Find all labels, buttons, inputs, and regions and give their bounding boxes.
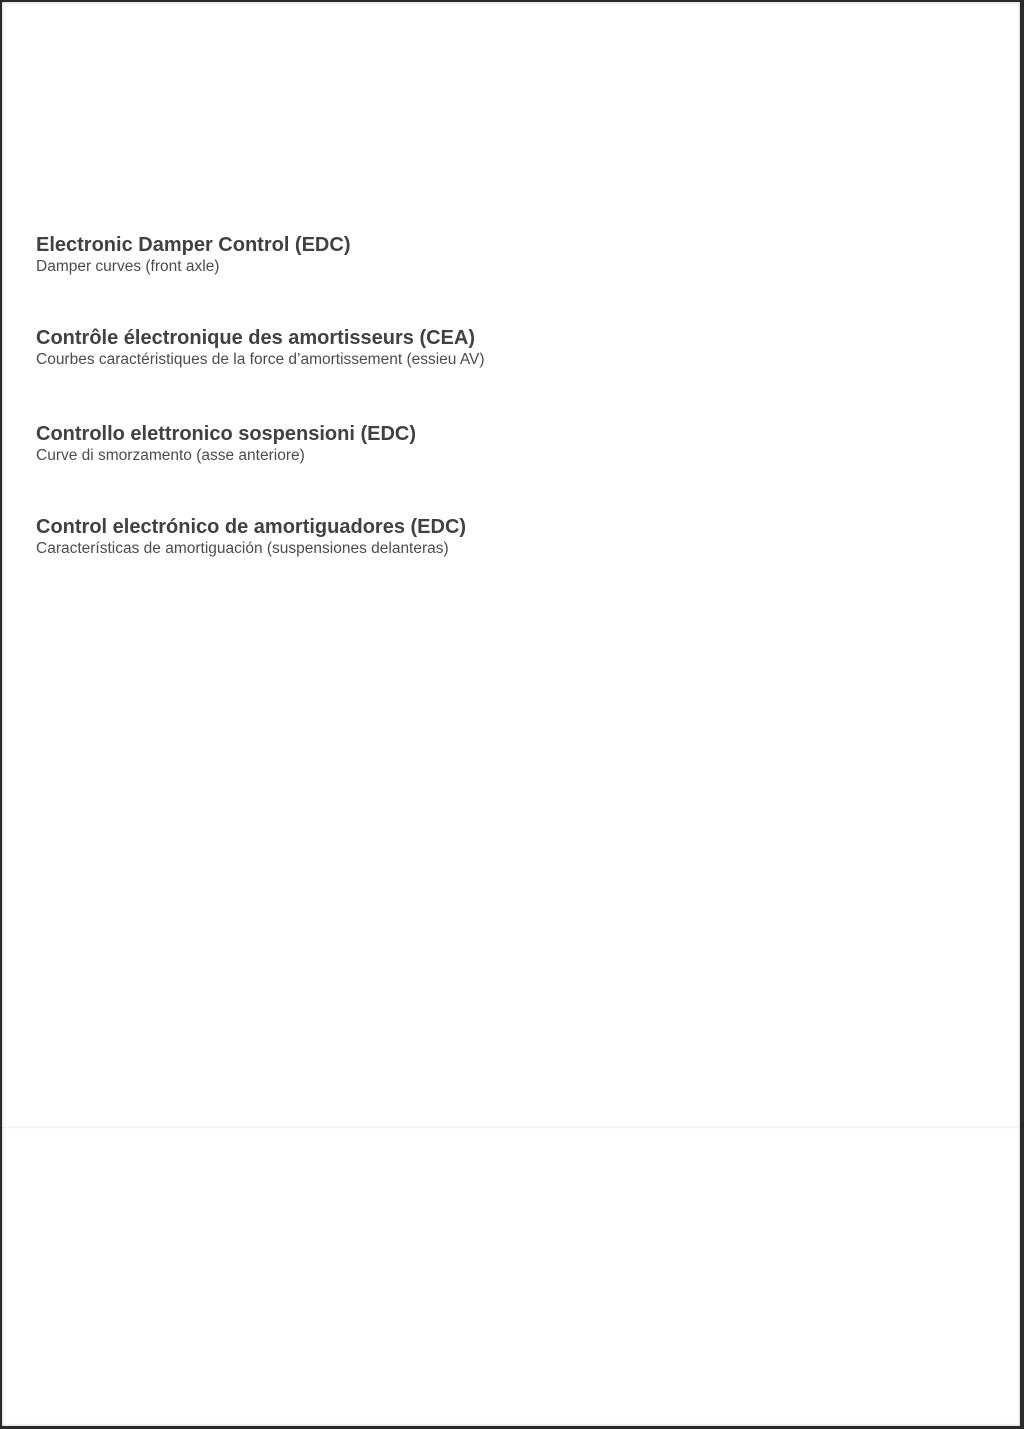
section-french bbox=[36, 326, 485, 370]
section-english bbox=[36, 233, 350, 277]
section-subtitle: Damper curves (front axle) bbox=[36, 258, 220, 275]
section-subtitle: Curve di smorzamento (asse anteriore) bbox=[36, 447, 305, 464]
page-edge-shade bbox=[2, 2, 1020, 1426]
section-title: Electronic Damper Control (EDC) bbox=[36, 234, 351, 256]
section-title: Contrôle électronique des amortisseurs (CEA) bbox=[36, 327, 475, 349]
section-title: Controllo elettronico sospensioni (EDC) bbox=[36, 423, 417, 445]
page-fold-line bbox=[2, 1126, 1020, 1129]
document-page bbox=[2, 2, 1020, 1426]
section-italian bbox=[36, 422, 416, 466]
section-title: Control electrónico de amortiguadores (EDC) bbox=[36, 516, 467, 538]
section-spanish bbox=[36, 515, 466, 559]
section-subtitle: Courbes caractéristiques de la force d’amortissement (essieu AV) bbox=[36, 351, 485, 368]
section-subtitle: Características de amortiguación (suspensiones delanteras) bbox=[36, 540, 449, 557]
